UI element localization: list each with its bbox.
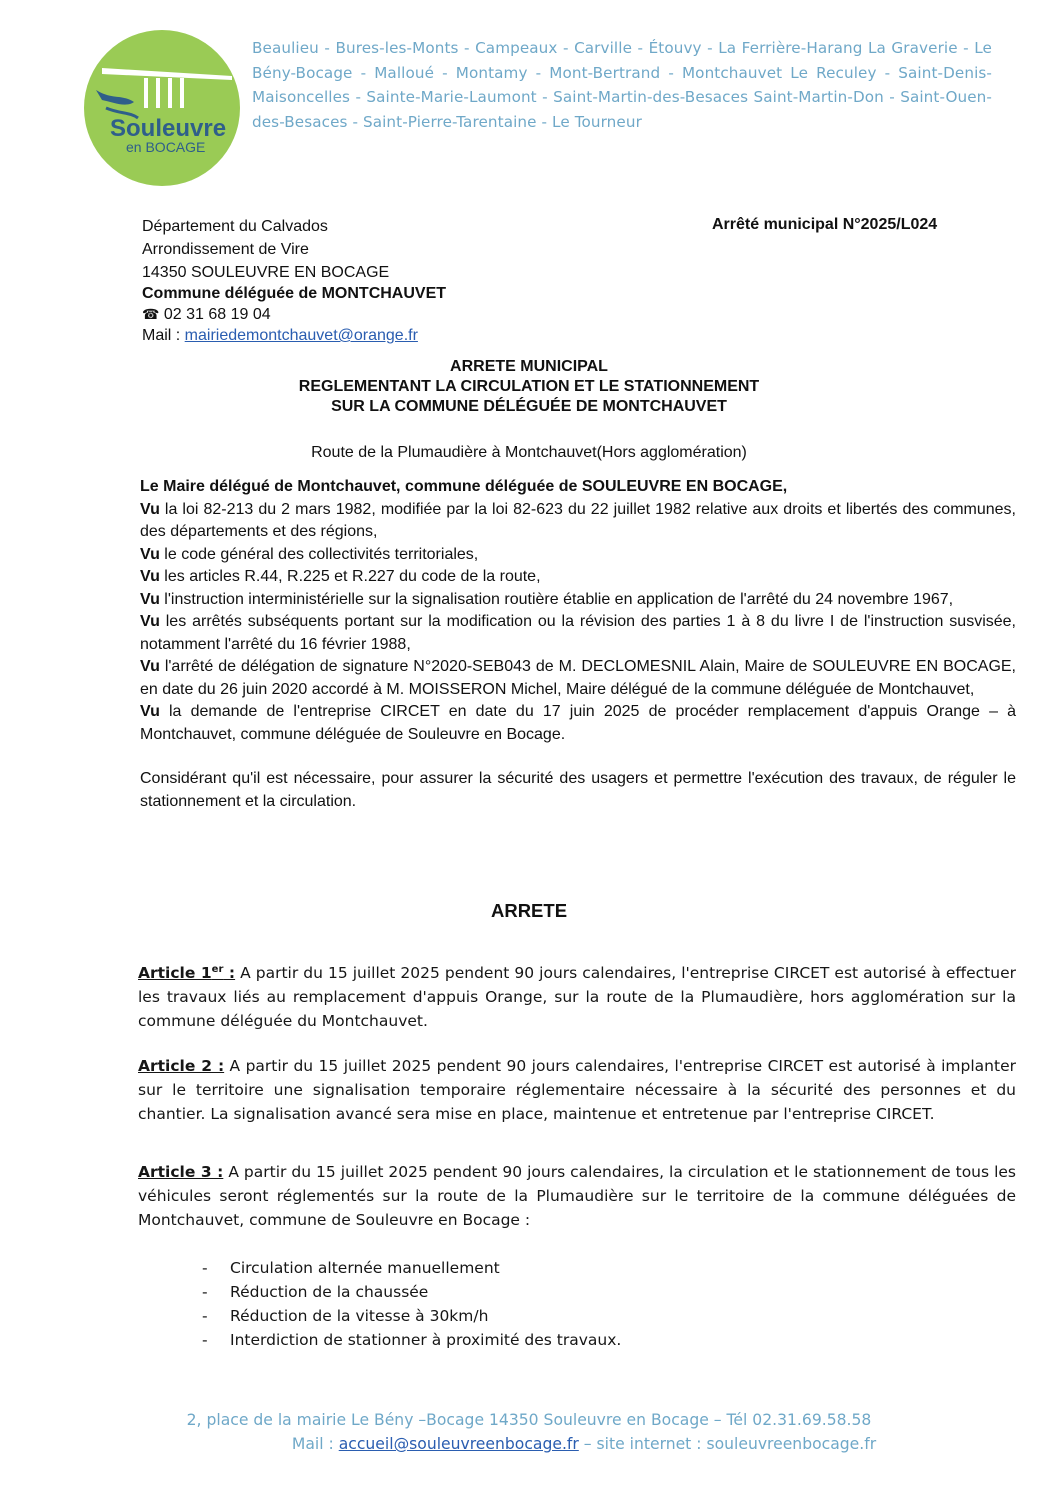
city: 14350 SOULEUVRE EN BOCAGE <box>142 264 390 281</box>
footer-contact: Mail : accueil@souleuvreenbocage.fr – site internet : souleuvreenbocage.fr <box>291 1435 877 1453</box>
footer <box>0 1408 1058 1456</box>
vu-item: Vu l'instruction interministérielle sur la signalisation routière établie en application de l'arrêté du 24 novembre 1967, <box>140 590 954 608</box>
logo-line2: en BOCAGE <box>126 139 206 155</box>
title-line2: REGLEMENTANT LA CIRCULATION ET LE STATIONNEMENT <box>298 378 760 395</box>
article-1-label: Article 1er : <box>138 964 236 983</box>
list-item: - Interdiction de stationner à proximité des travaux. <box>202 1331 622 1349</box>
title-line3: SUR LA COMMUNE DÉLÉGUÉE DE MONTCHAUVET <box>331 398 727 415</box>
vu-item: Vu les articles R.44, R.225 et R.227 du code de la route, <box>140 568 541 585</box>
article-1-text: A partir du 15 juillet 2025 pendent 90 jours calendaires, l'entreprise CIRCET est autorisé à effectuer les travaux liés au remplacement d'appuis Orange, sur la route de la Plumaudière, hors agglomération sur la commune déléguée du Montchauvet. <box>138 964 1016 1031</box>
vu-item: Vu les arrêtés subséquents portant sur la modification ou la révision des parties 1 à 8 du livre I de l'instruction susvisée, notamment l'arrêté du 16 février 1988, <box>140 613 1016 653</box>
article-3-text: A partir du 15 juillet 2025 pendent 90 jours calendaires, la circulation et le stationnement de tous les véhicules seront réglementés sur la route de la Plumaudière sur le territoire de la commune déléguées de Montchauvet, commune de Souleuvre en Bocage : <box>138 1163 1016 1229</box>
arrondissement: Arrondissement de Vire <box>142 241 309 258</box>
mail-line <box>142 325 418 346</box>
article-1 <box>138 958 1016 1033</box>
article-2-label: Article 2 : <box>138 1057 225 1075</box>
vu-item: Vu la demande de l'entreprise CIRCET en date du 17 juin 2025 de procéder remplacement d'appuis Orange – à Montchauvet, commune déléguée de Souleuvre en Bocage. <box>140 703 1016 743</box>
arrete-heading: ARRETE <box>490 900 568 921</box>
list-item: - Réduction de la vitesse à 30km/h <box>202 1307 489 1325</box>
communes-list: Beaulieu - Bures-les-Monts - Campeaux - Carville - Étouvy - La Ferrière-Harang La Graverie - Le Bény-Bocage - Malloué - Montamy - Mont-Bertrand - Montchauvet Le Reculey - Saint-Denis-Maisoncelles - Sainte-Marie-Laumont - Saint-Martin-des-Besaces Saint-Martin-Don - Saint-Ouen-des-Besaces - Saint-Pierre-Tarentaine - Le Tourneur <box>252 39 992 131</box>
vu-item: Vu l'arrêté de délégation de signature N°2020-SEB043 de M. DECLOMESNIL Alain, Maire de SOULEUVRE EN BOCAGE, en date du 26 juin 2020 accordé à M. MOISSERON Michel, Maire délégué de la commune déléguée de Montchauvet, <box>140 658 1016 698</box>
footer-email-link[interactable]: accueil@souleuvreenbocage.fr <box>338 1435 579 1453</box>
preamble <box>140 476 1016 813</box>
commune-name: Commune déléguée de MONTCHAUVET <box>142 285 447 302</box>
preamble-intro: Le Maire délégué de Montchauvet, commune déléguée de SOULEUVRE EN BOCAGE, <box>140 478 788 495</box>
vu-item: Vu la loi 82-213 du 2 mars 1982, modifiée par la loi 82-623 du 22 juillet 1982 relative aux droits et libertés des communes, des départements et des régions, <box>140 500 1016 540</box>
telephone-icon: ☎ <box>142 306 160 322</box>
souleuvre-logo <box>82 28 242 188</box>
footer-address: 2, place de la mairie Le Bény –Bocage 14350 Souleuvre en Bocage – Tél 02.31.69.58.58 <box>186 1411 872 1429</box>
mail-label: Mail : <box>142 327 185 344</box>
considerant: Considérant qu'il est nécessaire, pour assurer la sécurité des usagers et permettre l'exécution des travaux, de réguler le stationnement et la circulation. <box>140 770 1016 810</box>
department: Département du Calvados <box>142 218 328 235</box>
subtitle: Route de la Plumaudière à Montchauvet(Hors agglomération) <box>311 444 747 461</box>
list-item: - Circulation alternée manuellement <box>202 1259 500 1277</box>
article-2-text: A partir du 15 juillet 2025 pendent 90 jours calendaires, l'entreprise CIRCET est autorisé à implanter sur le territoire une signalisation temporaire réglementaire nécessaire à la sécurité des personnes et du chantier. La signalisation avancé sera mise en place, maintenue et entretenue par l'entreprise CIRCET. <box>138 1057 1016 1123</box>
arrete-reference: Arrêté municipal N°2025/L024 <box>712 216 938 233</box>
phone-line <box>142 304 271 325</box>
title-line1: ARRETE MUNICIPAL <box>450 358 608 375</box>
logo-line1: Souleuvre <box>110 115 227 142</box>
article-2 <box>138 1054 1016 1126</box>
measures-list <box>138 1256 1016 1352</box>
article-3-label: Article 3 : <box>138 1163 224 1181</box>
article-3 <box>138 1160 1016 1232</box>
vu-item: Vu le code général des collectivités territoriales, <box>140 545 479 563</box>
mairie-email-link[interactable]: mairiedemontchauvet@orange.fr <box>184 327 418 344</box>
phone-number: 02 31 68 19 04 <box>163 306 271 323</box>
list-item: - Réduction de la chaussée <box>202 1283 429 1301</box>
